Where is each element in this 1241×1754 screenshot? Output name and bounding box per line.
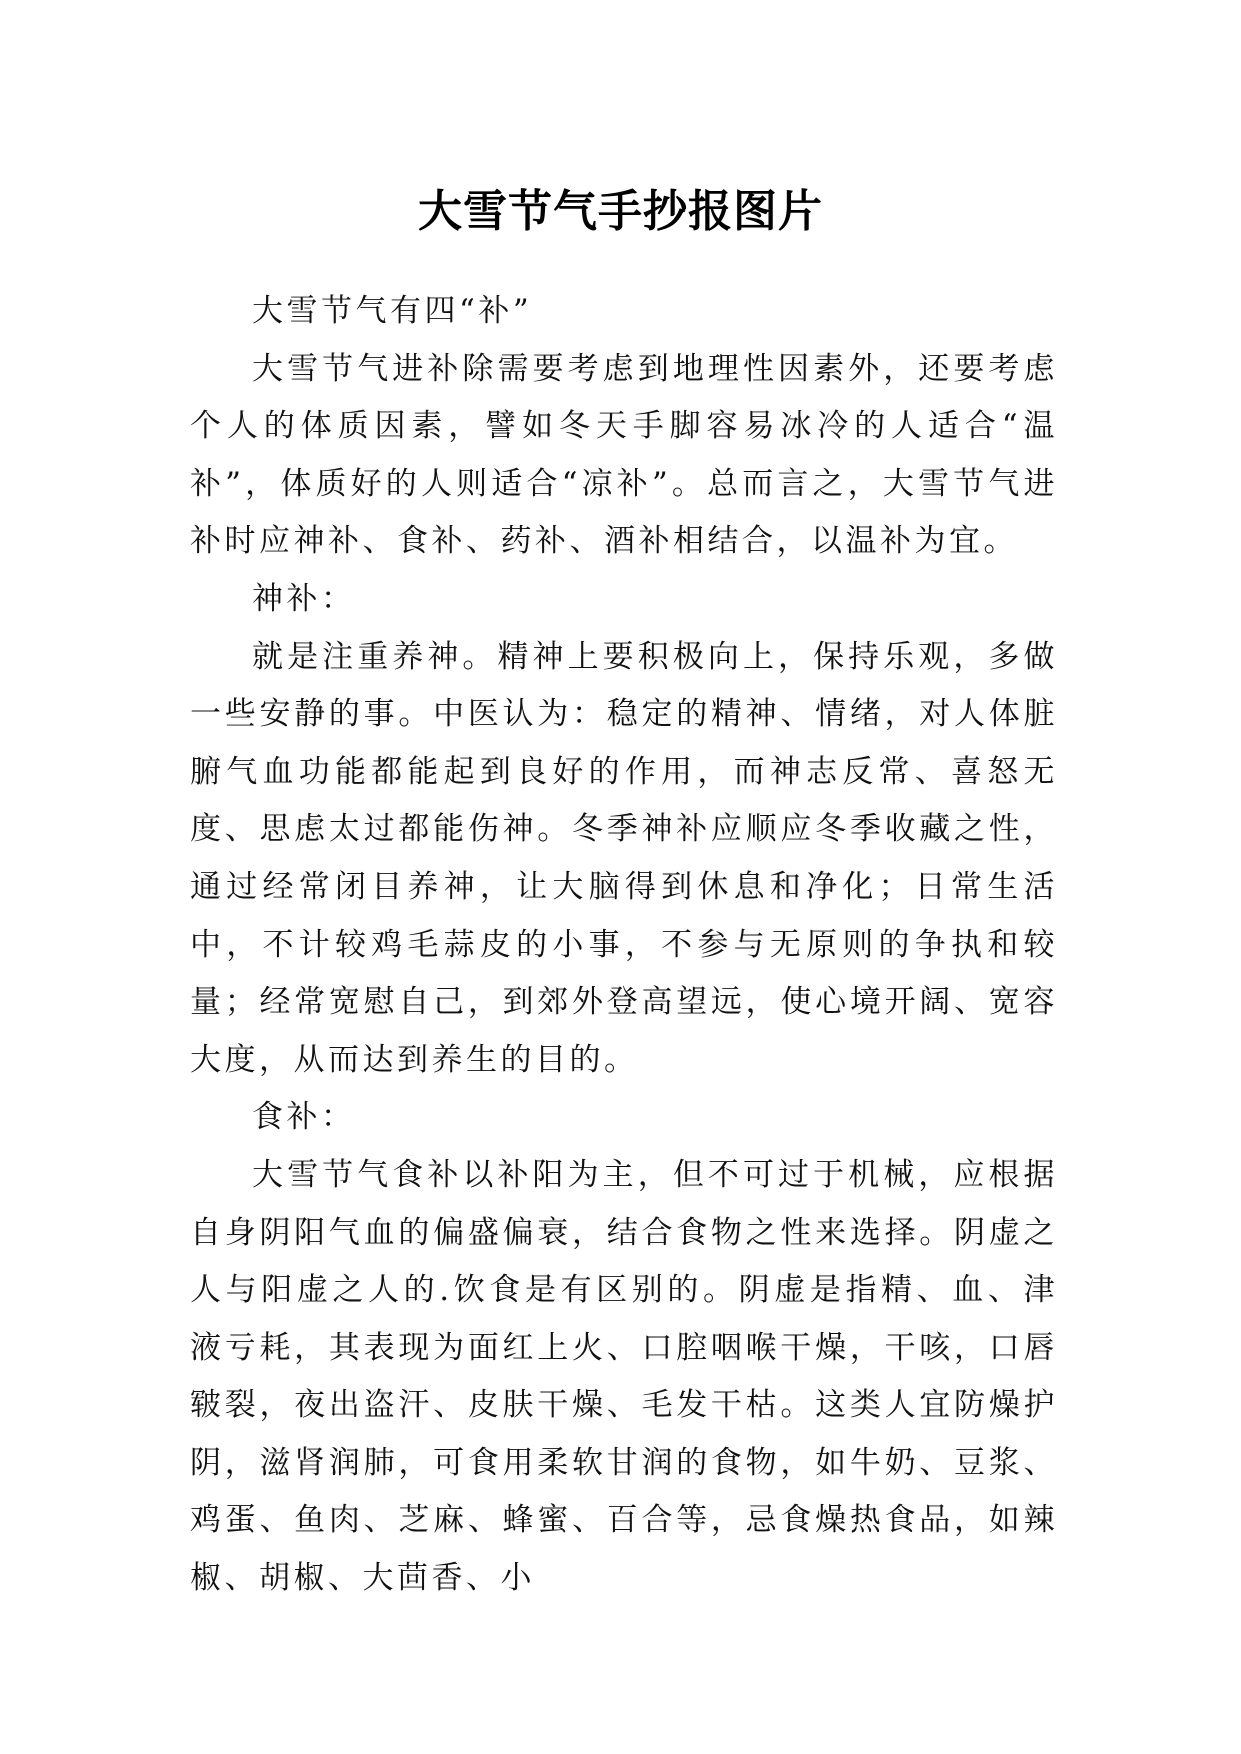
section-heading-four-tonics: 大雪节气有四“补” [252,293,533,329]
paragraph-spirit-tonic: 就是注重养神。精神上要积极向上，保持乐观，多做一些安静的事。中医认为：稳定的精神、情绪，对人体脏腑气血功能都能起到良好的作用，而神志反常、喜怒无度、思虑太过都能伤神。冬季神补应顺应冬季收藏之性，通过经常闭目养神，让大脑得到休息和净化；日常生活中，不计较鸡毛蒜皮的小事，不参与无原则的争执和较量；经常宽慰自己，到郊外登高望远，使心境开阔、宽容大度，从而达到养生的目的。 [190,638,1058,1078]
section-heading-food-tonic: 食补： [252,1099,356,1136]
paragraph-intro: 大雪节气进补除需要考虑到地理性因素外，还要考虑个人的体质因素，譬如冬天手脚容易冰冷的人适合“温补”，体质好的人则适合“凉补”。总而言之，大雪节气进补时应神补、食补、药补、酒补相结合，以温补为宜。 [190,350,1058,560]
document-title: 大雪节气手抄报图片 [418,186,823,238]
paragraph-food-tonic: 大雪节气食补以补阳为主，但不可过于机械，应根据自身阴阳气血的偏盛偏衰，结合食物之性来选择。阴虚之人与阳虚之人的.饮食是有区别的。阴虚是指精、血、津液亏耗，其表现为面红上火、口腔咽喉干燥，干咳，口唇皲裂，夜出盗汗、皮肤干燥、毛发干枯。这类人宜防燥护阴，滋肾润肺，可食用柔软甘润的食物，如牛奶、豆浆、鸡蛋、鱼肉、芝麻、蜂蜜、百合等，忌食燥热食品，如辣椒、胡椒、大茴香、小 [190,1156,1058,1597]
document-body [190,283,1058,1608]
section-heading-spirit-tonic: 神补： [252,580,356,617]
